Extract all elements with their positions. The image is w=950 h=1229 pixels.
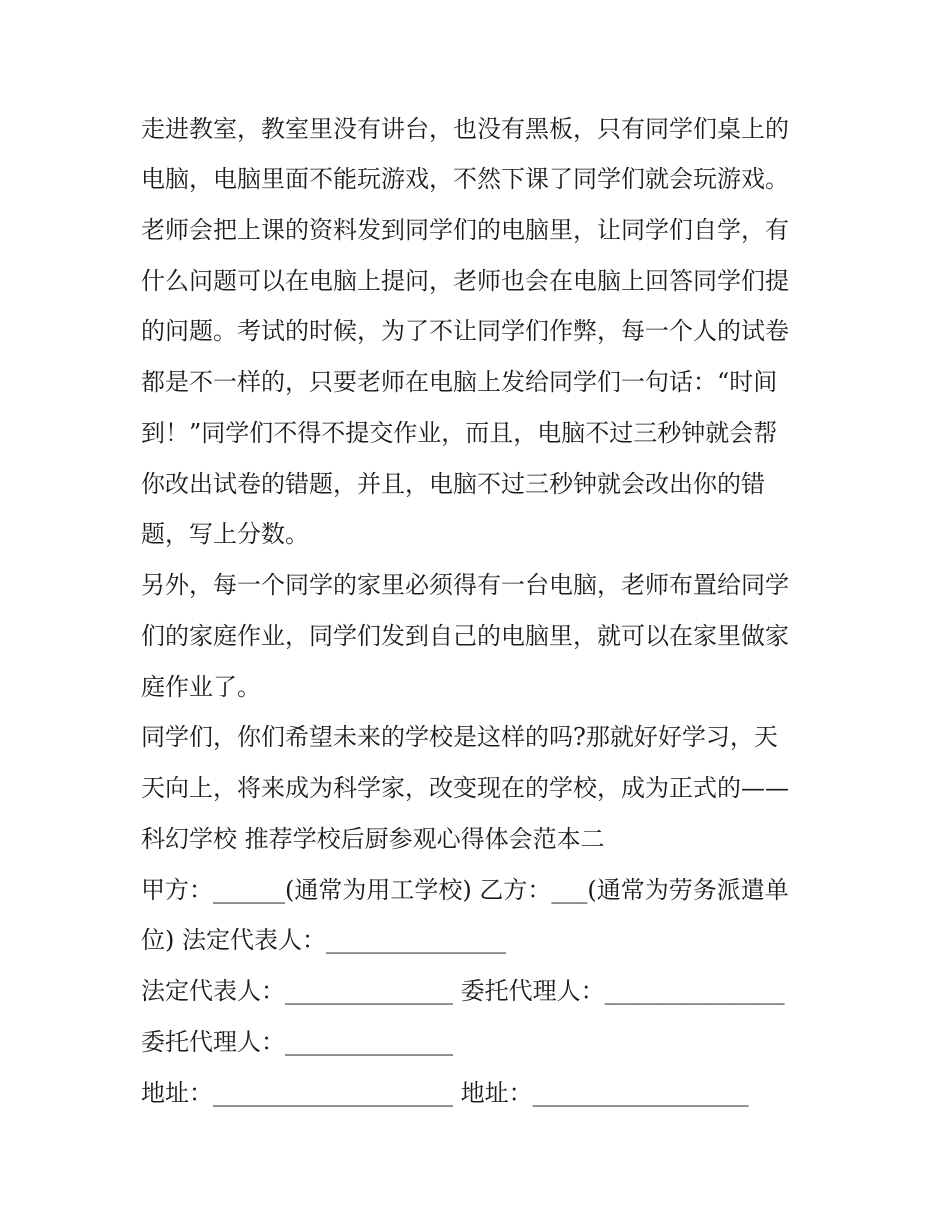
text-line-11: 们的家庭作业，同学们发到自己的电脑里，就可以在家里做家 — [141, 622, 789, 650]
text-line-4: 什么问题可以在电脑上提问，老师也会在电脑上回答同学们提 — [141, 267, 789, 295]
text-line-3: 老师会把上课的资料发到同学们的电脑里，让同学们自学，有 — [141, 216, 789, 244]
text-line-15: 科幻学校 推荐学校后厨参观心得体会范本二 — [141, 825, 605, 853]
text-line-8: 你改出试卷的错题，并且，电脑不过三秒钟就会改出你的错 — [141, 470, 765, 498]
text-line-10: 另外，每一个同学的家里必须得有一台电脑，老师布置给同学 — [141, 571, 789, 599]
text-line-18: 法定代表人：______________ 委托代理人：_______________ — [141, 977, 785, 1005]
text-line-1: 走进教室，教室里没有讲台，也没有黑板，只有同学们桌上的 — [141, 115, 789, 143]
text-line-6: 都是不一样的，只要老师在电脑上发给同学们一句话：“时间 — [141, 368, 778, 396]
text-line-12: 庭作业了。 — [141, 673, 261, 701]
text-line-20: 地址：____________________ 地址：__________________ — [141, 1079, 749, 1107]
text-line-17: 位) 法定代表人：_______________ — [141, 926, 506, 954]
text-line-13: 同学们，你们希望未来的学校是这样的吗?那就好好学习，天 — [141, 723, 778, 751]
text-line-7: 到！”同学们不得不提交作业，而且，电脑不过三秒钟就会帮 — [141, 419, 778, 447]
text-line-14: 天向上，将来成为科学家，改变现在的学校，成为正式的—— — [141, 774, 789, 802]
text-line-9: 题，写上分数。 — [141, 520, 309, 548]
text-line-5: 的问题。考试的时候，为了不让同学们作弊，每一个人的试卷 — [141, 317, 789, 345]
text-line-19: 委托代理人：______________ — [141, 1028, 453, 1056]
text-line-2: 电脑，电脑里面不能玩游戏，不然下课了同学们就会玩游戏。 — [141, 165, 789, 193]
text-line-16: 甲方：______(通常为用工学校) 乙方：___(通常为劳务派遣单 — [141, 876, 789, 904]
